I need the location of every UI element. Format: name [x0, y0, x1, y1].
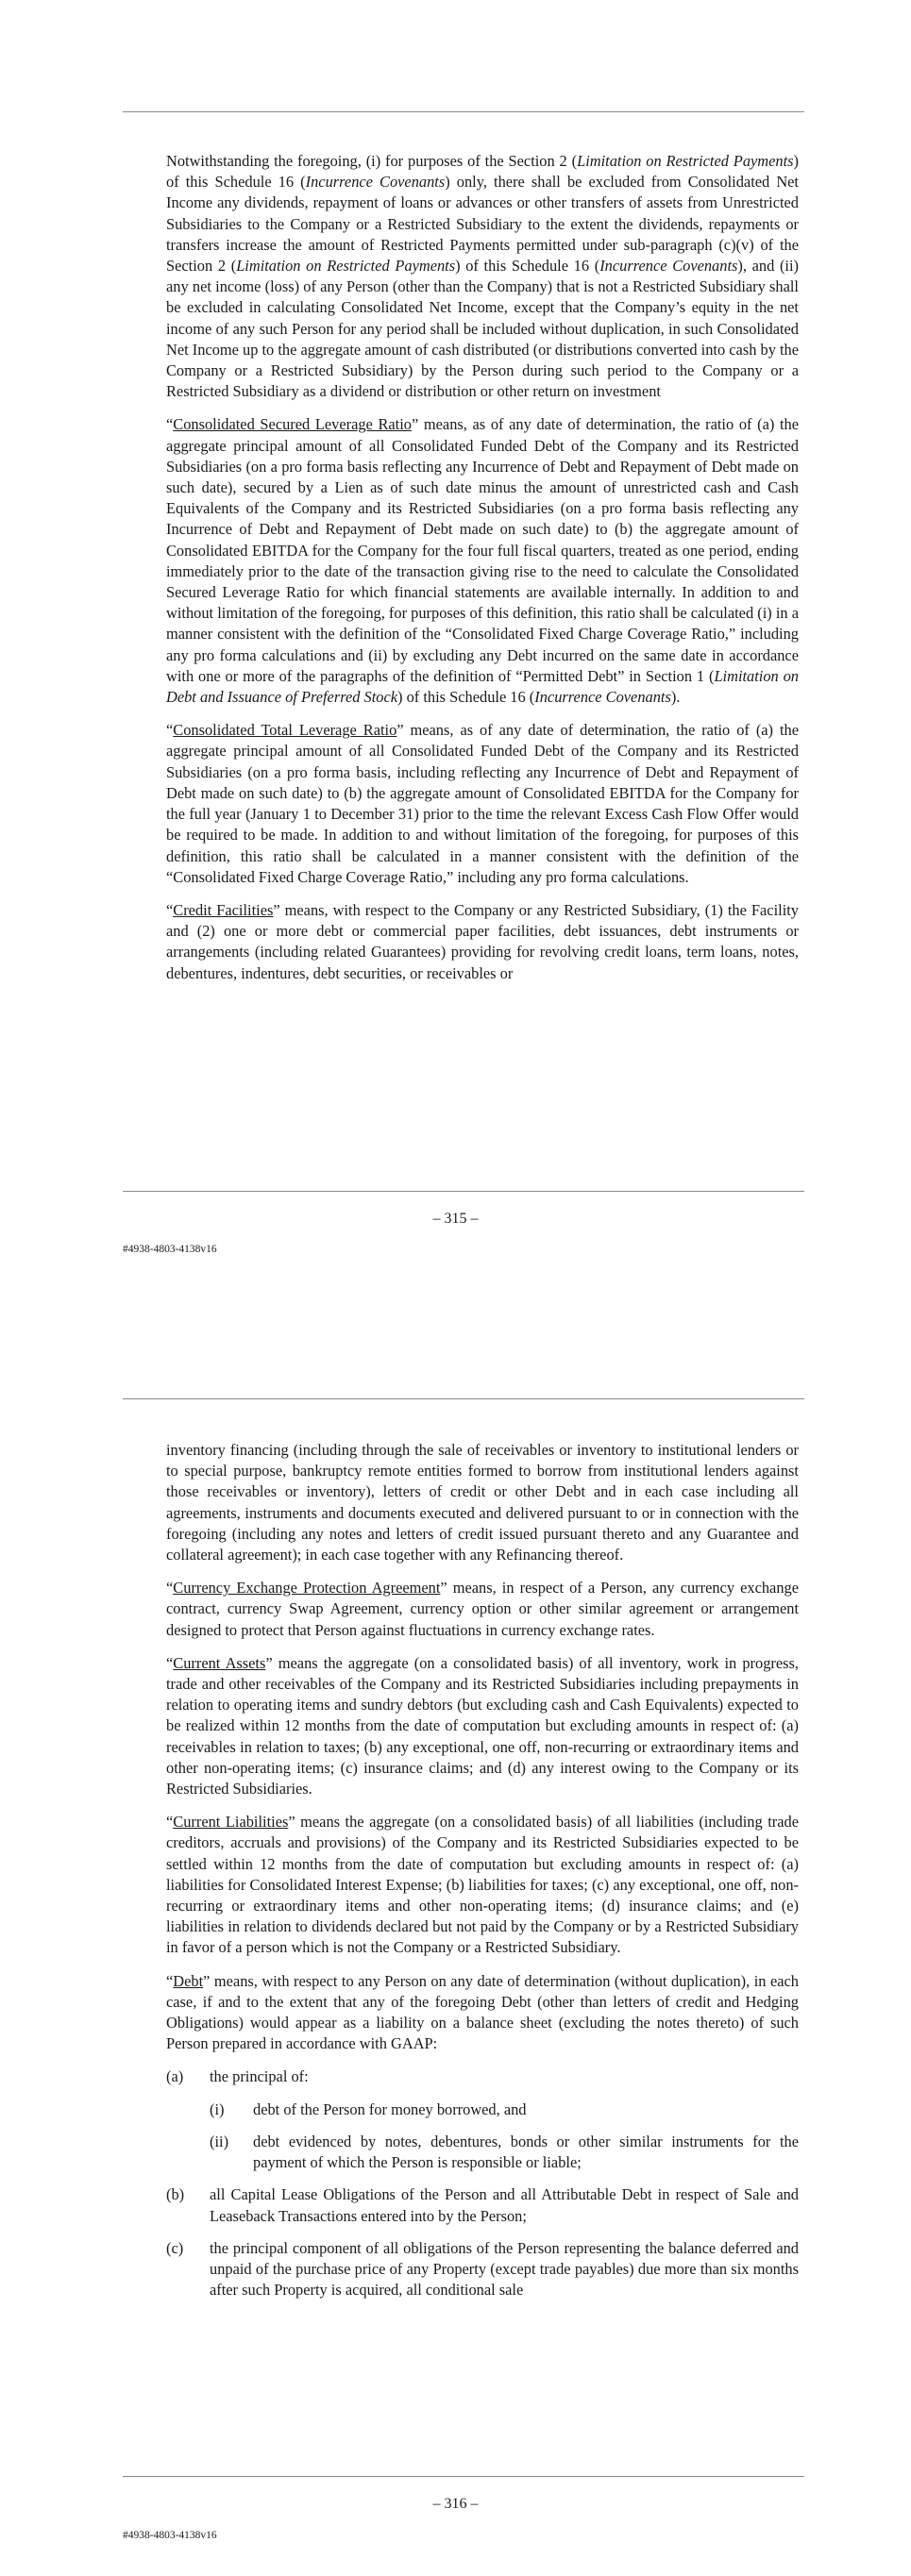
defined-term: Credit Facilities — [173, 900, 274, 919]
text-run: ), and (ii) any net income (loss) of any Person (other than the Company) that is not a Restricted Subsidiary shall be excluded in calculating Consolidated Net Income, except that the Company’s equity in the net income of any such Person for any period shall be included without duplication, in such Consolidated Net Income up to the aggregate amount of cash distributed (or distributions converted into cash by the Company or a Restricted Subsidiary) by the Person during such period to the Company or a Restricted Subsidiary as a dividend or distribution or other return on investment — [166, 257, 800, 401]
text-run: ” means the aggregate (on a consolidated basis) of all inventory, work in progress, trade and other receivables of the Company and its Restricted Subsidiaries including prepayments in relation to operating items and sundry debtors (but excluding cash and Cash Equivalents) expected to be realized within 12 months from the date of computation but excluding amounts in respect of: (a) receivables in relation to taxes; (b) any exceptional, one off, non-recurring or extraordinary items and other non-operating items; (c) insurance claims; and (d) any interest owing to the Company or its Restricted Subsidiaries. — [166, 1653, 799, 1798]
list-label: (ii) — [210, 2132, 229, 2150]
list-item-b — [166, 2184, 799, 2226]
open-quote: “ — [166, 415, 174, 434]
bottom-rule-page-315 — [123, 1191, 804, 1192]
page-315-body — [166, 151, 799, 996]
open-quote: “ — [166, 1653, 174, 1672]
paragraph-credit-facilities-continued: inventory financing (including through the sale of receivables or inventory to institutional lenders or to special purpose, bankruptcy remote entities formed to borrow from institutional lenders against those receivables or inventory), letters of credit or other Debt and in each case including all agreements, instruments and documents executed and delivered pursuant to or in connection with the foregoing (including any notes and letters of credit issued pursuant thereto and any Guarantee and collateral agreement); in each case together with any Refinancing thereof. — [166, 1441, 799, 1564]
open-quote: “ — [166, 1813, 174, 1832]
open-quote: “ — [166, 721, 174, 740]
text-run: ) only, there shall be excluded from Consolidated Net Income any dividends, repayment of loans or advances or other transfers of assets from Unrestricted Subsidiaries to the Company or a Restricted Subsidiary to the extent the dividends, repayments or transfers increase the amount of Restricted Payments permitted under sub-paragraph (c)(v) of the Section 2 ( — [166, 173, 799, 276]
definition-consolidated-total-leverage-ratio — [166, 720, 799, 888]
list-text: the principal of: — [210, 2067, 309, 2086]
text-run: ” means, in respect of a Person, any currency exchange contract, currency Swap Agreement, currency option or other similar agreement or arrangement designed to protect that Person against fluctuations in currency exchange rates. — [166, 1579, 799, 1639]
document-id-page-316: #4938-4803-4138v16 — [123, 2530, 217, 2541]
section-reference: Limitation on Restricted Payments — [236, 257, 456, 276]
definition-credit-facilities — [166, 900, 799, 984]
definition-currency-exchange-protection-agreement — [166, 1578, 799, 1641]
list-label: (i) — [210, 2099, 225, 2118]
defined-term: Consolidated Total Leverage Ratio — [173, 721, 397, 740]
text-run: Notwithstanding the foregoing, (i) for purposes of the Section 2 ( — [166, 152, 578, 170]
page-number-315: – 315 – — [432, 1211, 479, 1227]
schedule-reference: Incurrence Covenants — [534, 688, 671, 707]
paragraph-net-income-exclusion — [166, 151, 799, 402]
text-run: ” means the aggregate (on a consolidated basis) of all liabilities (including trade creditors, accruals and provisions) of the Company and its Restricted Subsidiaries expected to be settled within 12 months from the date of computation but excluding amounts in respect of: (a) liabilities for Consolidated Interest Expense; (b) liabilities for taxes; (c) any exceptional, one off, non-recurring or extraordinary items and other non-operating items; (d) insurance claims; and (e) liabilities in relation to dividends declared but not paid by the Company or by a Restricted Subsidiary in favor of a person which is not the Company or a Restricted Subsidiary. — [166, 1813, 799, 1957]
text-run: ) of this Schedule 16 ( — [455, 257, 600, 276]
list-item-i — [210, 2099, 799, 2120]
text-run: ). — [670, 688, 681, 707]
text-run: ” means, with respect to the Company or any Restricted Subsidiary, (1) the Facility and (2) one or more debt or commercial paper facilities, debt issuances, debt instruments or arrangements (including related Guarantees) providing for revolving credit loans, term loans, notes, debentures, indentures, debt securities, or receivables or — [166, 900, 799, 982]
definition-debt — [166, 1971, 799, 2055]
open-quote: “ — [166, 1971, 174, 1990]
list-text: debt of the Person for money borrowed, and — [253, 2099, 527, 2118]
schedule-reference: Incurrence Covenants — [599, 257, 738, 276]
text-run: ) of this Schedule 16 ( — [397, 688, 535, 707]
defined-term: Current Assets — [173, 1653, 266, 1672]
page-316-body — [166, 1440, 799, 2312]
list-text: all Capital Lease Obligations of the Person and all Attributable Debt in respect of Sale and Leaseback Transactions entered into by the Person; — [210, 2185, 799, 2225]
list-item-c — [166, 2238, 799, 2301]
list-item-ii — [210, 2132, 799, 2173]
list-label: (b) — [166, 2185, 185, 2204]
defined-term: Consolidated Secured Leverage Ratio — [173, 415, 412, 434]
top-rule-page-315 — [123, 111, 804, 112]
list-text: debt evidenced by notes, debentures, bonds or other similar instruments for the payment of which the Person is responsible or liable; — [253, 2132, 799, 2172]
list-label: (c) — [166, 2238, 184, 2257]
bottom-rule-page-316 — [123, 2476, 804, 2477]
page-number-316: – 316 – — [432, 2496, 479, 2512]
schedule-reference: Incurrence Covenants — [305, 173, 446, 192]
definition-consolidated-secured-leverage-ratio — [166, 414, 799, 708]
text-run: ” means, with respect to any Person on any date of determination (without duplication), in each case, if and to the extent that any of the foregoing Debt (other than letters of credit and Hedging Obligations) would appear as a liability on a balance sheet (excluding the notes thereto) of such Person prepared in accordance with GAAP: — [166, 1971, 799, 2053]
section-reference: Limitation on Restricted Payments — [577, 152, 794, 170]
open-quote: “ — [166, 1579, 174, 1597]
document-id-page-315: #4938-4803-4138v16 — [123, 1244, 217, 1255]
defined-term: Currency Exchange Protection Agreement — [173, 1579, 441, 1597]
definition-current-assets — [166, 1653, 799, 1799]
list-text: the principal component of all obligations of the Person representing the balance deferred and unpaid of the purchase price of any Property (except trade payables) due more than six months after such Property is acquired, all conditional sale — [210, 2238, 799, 2300]
list-item-a — [166, 2066, 799, 2087]
section-reference: Limitation on Debt and Issuance of Preferred Stock — [166, 666, 800, 707]
definition-current-liabilities — [166, 1812, 799, 1958]
list-label: (a) — [166, 2067, 184, 2086]
top-rule-page-316 — [123, 1398, 804, 1399]
defined-term: Current Liabilities — [173, 1813, 289, 1832]
open-quote: “ — [166, 900, 174, 919]
text-run: ” means, as of any date of determination, the ratio of (a) the aggregate principal amount of all Consolidated Funded Debt of the Company and its Restricted Subsidiaries (on a pro forma basis, including reflecting any Incurrence of Debt and Repayment of Debt made on such date) to (b) the aggregate amount of Consolidated EBITDA for the Company for the full year (January 1 to December 31) prior to the time the relevant Excess Cash Flow Offer would be required to be made. In addition to and without limitation of the foregoing, for purposes of this definition, this ratio shall be calculated in a manner consistent with the definition of the “Consolidated Fixed Charge Coverage Ratio,” including any pro forma calculations. — [166, 721, 799, 886]
defined-term: Debt — [173, 1971, 204, 1990]
text-run: ) of this Schedule 16 ( — [166, 152, 800, 192]
text-run: ” means, as of any date of determination, the ratio of (a) the aggregate principal amount of all Consolidated Funded Debt of the Company and its Restricted Subsidiaries (on a pro forma basis reflecting any Incurrence of Debt and Repayment of Debt made on such date), secured by a Lien as of such date minus the amount of unrestricted cash and Cash Equivalents of the Company and its Restricted Subsidiaries (on a pro forma basis reflecting any Incurrence of Debt and Repayment of Debt made on such date) to (b) the aggregate amount of Consolidated EBITDA for the Company for the four full fiscal quarters, treated as one period, ending immediately prior to the date of the transaction giving rise to the need to calculate the Consolidated Secured Leverage Ratio for which financial statements are available internally. In addition to and without limitation of the foregoing, for purposes of this definition, this ratio shall be calculated (i) in a manner consistent with the definition of the “Consolidated Fixed Charge Coverage Ratio,” including any pro forma calculations and (ii) by excluding any Debt incurred on the same date in accordance with one or more of the paragraphs of the definition of “Permitted Debt” in Section 1 ( — [166, 415, 799, 685]
